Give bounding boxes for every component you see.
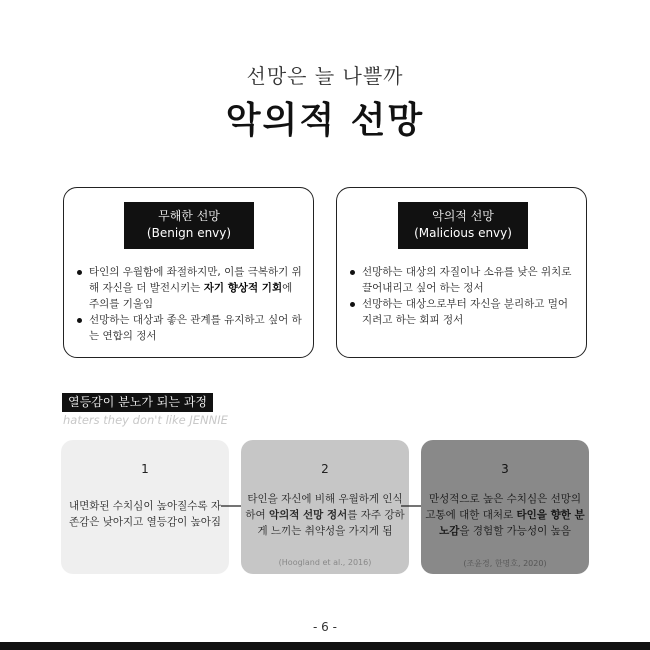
step-citation: (Hoogland et al., 2016) xyxy=(278,558,372,567)
step-number: 1 xyxy=(141,462,149,476)
benign-envy-card xyxy=(63,187,314,358)
step-number: 3 xyxy=(501,462,509,476)
malicious-envy-label xyxy=(398,202,528,249)
process-step-1 xyxy=(61,440,229,574)
benign-envy-list xyxy=(76,264,303,344)
step-text: 내면화된 수치심이 높아질수록 자존감은 낮아지고 열등감이 높아짐 xyxy=(68,500,221,528)
page-title: 악의적 선망 xyxy=(225,100,425,141)
process-subheading: haters they don't like JENNIE xyxy=(63,413,228,427)
malicious-envy-label-ko: 악의적 선망 xyxy=(432,209,494,223)
list-item: 선망하는 대상의 자질이나 소유를 낮은 위치로 끌어내리고 싶어 하는 정서 xyxy=(349,264,576,296)
page-number: - 6 - xyxy=(313,620,337,634)
malicious-envy-label-en: (Malicious envy) xyxy=(414,226,512,240)
process-step-2 xyxy=(241,440,409,574)
list-item: 선망하는 대상과 좋은 관계를 유지하고 싶어 하는 연합의 정서 xyxy=(76,312,303,344)
step-citation: (조윤경, 한명호, 2020) xyxy=(463,559,547,568)
process-step-3 xyxy=(421,440,589,574)
benign-envy-label-en: (Benign envy) xyxy=(146,226,232,240)
list-item: 선망하는 대상으로부터 자신을 분리하고 멀어지려고 하는 회피 정서 xyxy=(349,296,576,328)
process-heading: 열등감이 분노가 되는 과정 xyxy=(62,393,213,412)
malicious-envy-card xyxy=(336,187,587,358)
malicious-envy-list xyxy=(349,264,576,328)
benign-envy-label xyxy=(124,202,254,249)
list-item: 타인의 우월함에 좌절하지만, 이를 극복하기 위해 자신을 더 발전시키는 자기 향상적 기회에 주의를 기울임 xyxy=(76,264,303,312)
step-text: 타인을 자신에 비해 우월하게 인식하여 악의적 선망 정서를 자주 강하게 느끼는 취약성을 가지게 됨 xyxy=(245,493,405,537)
step-text: 만성적으로 높은 수치심은 선망의 고통에 대한 대처로 타인을 향한 분노감을 경험할 가능성이 높음 xyxy=(425,493,585,537)
benign-envy-label-ko: 무해한 선망 xyxy=(158,209,220,223)
step-number: 2 xyxy=(321,462,329,476)
bottom-bar xyxy=(0,642,650,650)
page-subtitle: 선망은 늘 나쁠까 xyxy=(246,64,404,88)
